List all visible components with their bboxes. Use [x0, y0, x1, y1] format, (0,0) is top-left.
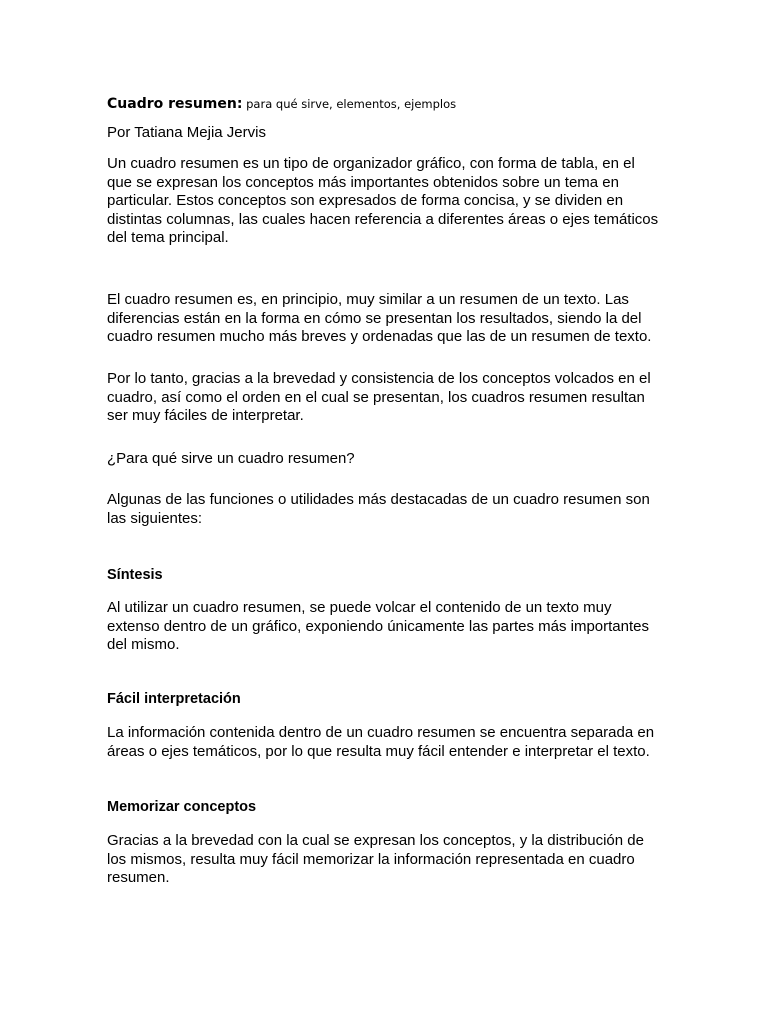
- section-body-facil-interpretacion: La información contenida dentro de un cuadro resumen se encuentra separada en áreas o ejes temáticos, por lo que resulta muy fácil entender e interpretar el texto.: [107, 724, 655, 760]
- section-heading-sintesis: Síntesis: [107, 567, 163, 583]
- functions-intro-paragraph: Algunas de las funciones o utilidades más destacadas de un cuadro resumen son las siguientes:: [107, 491, 650, 527]
- comparison-paragraph: El cuadro resumen es, en principio, muy similar a un resumen de un texto. Las diferencias están en la forma en cómo se presentan los resultados, siendo la del cuadro resumen mucho más breves y ordenadas que las de un resumen de texto.: [107, 291, 652, 345]
- title-main: Cuadro resumen:: [107, 96, 243, 112]
- title-subtitle: para qué sirve, elementos, ejemplos: [242, 97, 457, 111]
- section-heading-facil-interpretacion: Fácil interpretación: [107, 691, 241, 707]
- section-body-memorizar-conceptos: Gracias a la brevedad con la cual se expresan los conceptos, y la distribución de los mismos, resulta muy fácil memorizar la información representada en cuadro resumen.: [107, 832, 644, 886]
- document-title: [107, 92, 667, 115]
- question-heading: ¿Para qué sirve un cuadro resumen?: [107, 450, 355, 467]
- conclusion-paragraph: Por lo tanto, gracias a la brevedad y consistencia de los conceptos volcados en el cuadro, así como el orden en el cual se presentan, los cuadros resumen resultan ser muy fáciles de interpretar.: [107, 370, 651, 424]
- section-heading-memorizar-conceptos: Memorizar conceptos: [107, 799, 257, 815]
- section-body-sintesis: Al utilizar un cuadro resumen, se puede volcar el contenido de un texto muy extenso dentro de un gráfico, exponiendo únicamente las partes más importantes del mismo.: [107, 599, 649, 653]
- author-line: Por Tatiana Mejia Jervis: [107, 124, 266, 141]
- intro-paragraph: Un cuadro resumen es un tipo de organizador gráfico, con forma de tabla, en el que se expresan los conceptos más importantes obtenidos sobre un tema en particular. Estos conceptos son expresados de forma concisa, y se dividen en distintas columnas, las cuales hacen referencia a diferentes áreas o ejes temáticos del tema principal.: [107, 155, 659, 246]
